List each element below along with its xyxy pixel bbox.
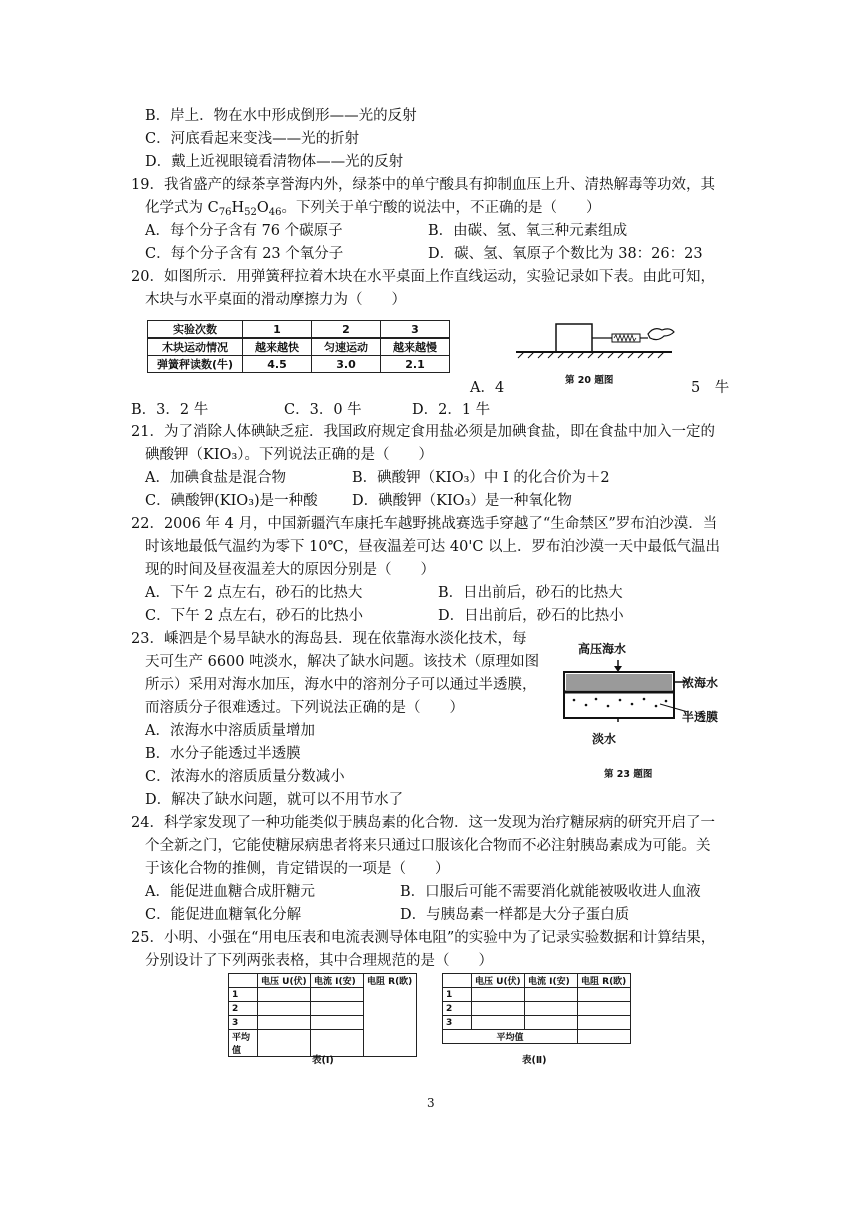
- q20-stem-2: 木块与水平桌面的滑动摩擦力为（ ）: [145, 292, 406, 308]
- figure-23: [560, 660, 690, 722]
- spring-scale-icon: [612, 334, 640, 342]
- table-row: [443, 1016, 631, 1030]
- q25-stem-2: 分别设计了下列两张表格，其中合理规范的是（ ）: [145, 953, 493, 969]
- q22-option-b: B．日出前后，砂石的比热大: [438, 585, 623, 601]
- table-row: [443, 988, 631, 1002]
- q21-stem-1: 21．为了消除人体碘缺乏症．我国政府规定食用盐必须是加碘食盐，即在食盐中加入一定的: [131, 424, 715, 440]
- q21-stem-2: 碘酸钾（KIO₃）。下列说法正确的是（ ）: [145, 447, 434, 463]
- hand-pulling-icon: [648, 329, 674, 340]
- q20-option-b: B．3．2 牛: [131, 402, 209, 418]
- table-cell: 1: [443, 988, 472, 1002]
- q22-option-d: D．日出前后，砂石的比热小: [438, 608, 624, 624]
- figure-20: [512, 318, 692, 368]
- option-b-line: B．岸上．物在水中形成倒形——光的反射: [145, 108, 417, 124]
- table-cell: 1: [243, 321, 312, 339]
- table-cell: 实验次数: [148, 321, 243, 339]
- q24-option-b: B．口服后可能不需要消化就能被吸收进人血液: [400, 884, 701, 900]
- q19-option-d: D．碳、氢、氧原子个数比为 38：26：23: [428, 246, 703, 262]
- q19-option-a: A．每个分子含有 76 个碳原子: [145, 223, 343, 239]
- table-cell: 3.0: [312, 356, 381, 373]
- option-d-line: D．戴上近视眼镜看清物体——光的反射: [145, 154, 404, 170]
- table-cell: 电压 U(伏): [472, 974, 525, 988]
- table-cell: 4.5: [243, 356, 312, 373]
- table-row: [229, 974, 417, 988]
- table-cell: 2.1: [381, 356, 450, 373]
- q23-stem-2: 天可生产 6600 吨淡水，解决了缺水问题。该技术（原理如图: [145, 654, 540, 670]
- q24-stem-3: 于该化合物的推侧，肯定错误的一项是（ ）: [145, 861, 450, 877]
- table-row: [148, 338, 450, 356]
- q23-option-c: C．浓海水的溶质质量分数减小: [145, 769, 345, 785]
- fig23-label-bottom: 淡水: [592, 732, 617, 746]
- q24-stem-1: 24．科学家发现了一种功能类似于胰岛素的化合物．这一发现为治疗糖尿病的研究开启了一: [131, 815, 715, 831]
- figure-20-caption: 第 20 题图: [565, 375, 614, 386]
- q22-option-a: A．下午 2 点左右，砂石的比热大: [145, 585, 363, 601]
- q23-stem-4: 而溶质分子很难透过。下列说法正确的是（ ）: [145, 700, 464, 716]
- q22-stem-3: 现的时间及昼夜温差大的原因分别是（ ）: [145, 562, 435, 578]
- wood-block: [556, 324, 592, 352]
- table-cell: [229, 974, 258, 988]
- table-cell: 匀速运动: [312, 338, 381, 356]
- table-one-caption: 表(Ⅰ): [312, 1055, 334, 1066]
- table-row: [148, 321, 450, 339]
- table-row: [443, 1030, 631, 1044]
- table-cell: 越来越慢: [381, 338, 450, 356]
- q24-option-d: D．与胰岛素一样都是大分子蛋白质: [400, 907, 630, 923]
- table-cell: 电流 I(安): [311, 974, 364, 988]
- table-one: [228, 973, 417, 1057]
- table-cell: 平均值: [443, 1030, 578, 1044]
- table-cell: 木块运动情况: [148, 338, 243, 356]
- seawater-layer: [566, 674, 672, 690]
- q20-option-c: C．3．0 牛: [284, 402, 362, 418]
- q20-option-d: D．2．1 牛: [412, 402, 491, 418]
- q19-option-c: C．每个分子含有 23 个氧分子: [145, 246, 344, 262]
- q19-stem-1: 19．我省盛产的绿茶享誉海内外，绿茶中的单宁酸具有抑制血压上升、清热解毒等功效，其: [131, 177, 715, 193]
- table-cell: 电阻 R(欧): [364, 974, 417, 988]
- table-cell: 2: [443, 1002, 472, 1016]
- q24-option-c: C．能促进血糖氧化分解: [145, 907, 302, 923]
- q21-option-b: B．碘酸钾（KIO₃）中 I 的化合价为＋2: [352, 470, 610, 486]
- table-cell: 电压 U(伏): [258, 974, 311, 988]
- figure-23-caption: 第 23 题图: [604, 769, 653, 780]
- q20-data-table: [147, 320, 450, 373]
- q24-option-a: A．能促进血糖合成肝糖元: [145, 884, 315, 900]
- table-two-caption: 表(Ⅱ): [522, 1055, 547, 1066]
- q22-stem-1: 22．2006 年 4 月，中国新疆汽车康托车越野挑战赛选手穿越了“生命禁区”罗布泊沙漠．当: [131, 516, 718, 532]
- table-row: [443, 974, 631, 988]
- q25-stem-1: 25．小明、小强在“用电压表和电流表测导体电阻”的实验中为了记录实验数据和计算结果，: [131, 930, 716, 946]
- table-cell: 3: [381, 321, 450, 339]
- q20-option-a-unit: 5 牛: [691, 380, 730, 396]
- q19-option-b: B．由碳、氢、氧三种元素组成: [428, 223, 628, 239]
- q20-stem-1: 20．如图所示．用弹簧秤拉着木块在水平桌面上作直线运动，实验记录如下表。由此可知，: [131, 269, 715, 285]
- table-cell: 2: [229, 1002, 258, 1016]
- q19-stem-2: 化学式为 $C_{76}H_{52}O_{46}$。下列关于单宁酸的说法中，不正确的是（ ）: [145, 200, 601, 218]
- q23-option-b: B．水分子能透过半透膜: [145, 746, 301, 762]
- table-row: [229, 1002, 417, 1016]
- q23-option-d: D．解决了缺水问题，就可以不用节水了: [145, 792, 404, 808]
- q24-stem-2: 个全新之门，它能使糖尿病患者将来只通过口服该化合物而不必注射胰岛素成为可能。关: [145, 838, 711, 854]
- fig23-label-membrane: 半透膜: [682, 710, 719, 724]
- table-cell: 3: [229, 1016, 258, 1030]
- q23-stem-3: 所示）采用对海水加压，海水中的溶剂分子可以通过半透膜，: [145, 677, 537, 693]
- table-cell: 平均值: [229, 1030, 258, 1057]
- q21-option-c: C．碘酸钾(KIO₃)是一种酸: [145, 493, 318, 509]
- table-row: [229, 1016, 417, 1030]
- table-cell: 1: [229, 988, 258, 1002]
- q21-option-d: D．碘酸钾（KIO₃）是一种氧化物: [352, 493, 572, 509]
- option-c-line: C．河底看起来变浅——光的折射: [145, 131, 360, 147]
- table-cell: [443, 974, 472, 988]
- table-cell: 弹簧秤读数(牛): [148, 356, 243, 373]
- q23-stem-1: 23．嵊泗是个易旱缺水的海岛县．现在依靠海水淡化技术，每: [131, 631, 527, 647]
- q20-option-a: A．4: [470, 380, 505, 396]
- table-cell: 电阻 R(欧): [578, 974, 631, 988]
- table-cell: 电流 I(安): [525, 974, 578, 988]
- table-row: [443, 1002, 631, 1016]
- q22-stem-2: 时该地最低气温约为零下 10℃，昼夜温差可达 40'C 以上．罗布泊沙漠一天中最低气温出: [145, 539, 721, 555]
- q21-option-a: A．加碘食盐是混合物: [145, 470, 286, 486]
- q23-option-a: A．浓海水中溶质质量增加: [145, 723, 315, 739]
- q22-option-c: C．下午 2 点左右，砂石的比热小: [145, 608, 364, 624]
- table-cell: 3: [443, 1016, 472, 1030]
- fig23-label-right: 浓海水: [682, 676, 719, 690]
- page-number: 3: [427, 1096, 435, 1110]
- table-row: [148, 356, 450, 373]
- table-two: [442, 973, 631, 1044]
- table-row: [229, 988, 417, 1002]
- table-cell: 2: [312, 321, 381, 339]
- table-cell: 越来越快: [243, 338, 312, 356]
- fig23-label-top: 高压海水: [578, 642, 627, 656]
